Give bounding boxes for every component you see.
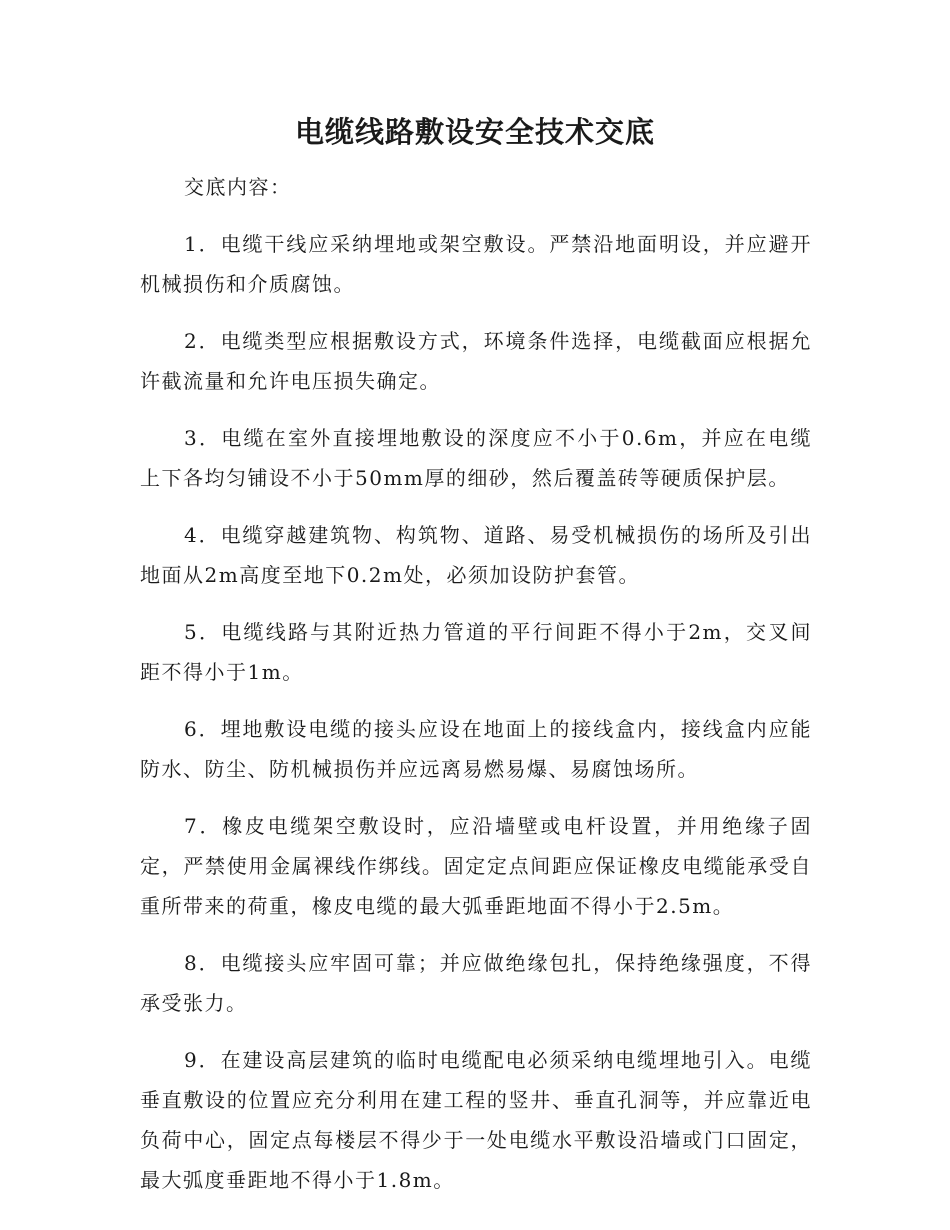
clause-3: 3．电缆在室外直接埋地敷设的深度应不小于0.6m，并应在电缆上下各均匀铺设不小于50mm厚的细砂，然后覆盖砖等硬质保护层。 (140, 426, 812, 490)
document-title: 电缆线路敷设安全技术交底 (294, 115, 655, 149)
clause-1: 1．电缆干线应采纳埋地或架空敷设。严禁沿地面明设，并应避开机械损伤和介质腐蚀。 (140, 232, 812, 296)
clause-7: 7．橡皮电缆架空敷设时，应沿墙壁或电杆设置，并用绝缘子固定，严禁使用金属裸线作绑线。固定定点间距应保证橡皮电缆能承受自重所带来的荷重，橡皮电缆的最大弧垂距地面不得小于2.5m。 (140, 814, 812, 918)
clause-5: 5．电缆线路与其附近热力管道的平行间距不得小于2m，交叉间距不得小于1m。 (140, 620, 812, 684)
clause-2: 2．电缆类型应根据敷设方式，环境条件选择，电缆截面应根据允许截流量和允许电压损失确定。 (140, 329, 812, 393)
intro-label: 交底内容： (184, 175, 292, 199)
clause-9: 9．在建设高层建筑的临时电缆配电必须采纳电缆埋地引入。电缆垂直敷设的位置应充分利用在建工程的竖井、垂直孔洞等，并应靠近电负荷中心，固定点每楼层不得少于一处电缆水平敷设沿墙或门口固定，最大弧度垂距地不得小于1.8m。 (140, 1048, 812, 1192)
document-body (140, 168, 812, 1217)
clause-6: 6．埋地敷设电缆的接头应设在地面上的接线盒内，接线盒内应能防水、防尘、防机械损伤并应远离易燃易爆、易腐蚀场所。 (140, 717, 812, 781)
clause-4: 4．电缆穿越建筑物、构筑物、道路、易受机械损伤的场所及引出地面从2m高度至地下0.2m处，必须加设防护套管。 (140, 523, 812, 587)
clause-8: 8．电缆接头应牢固可靠；并应做绝缘包扎，保持绝缘强度，不得承受张力。 (140, 951, 812, 1015)
